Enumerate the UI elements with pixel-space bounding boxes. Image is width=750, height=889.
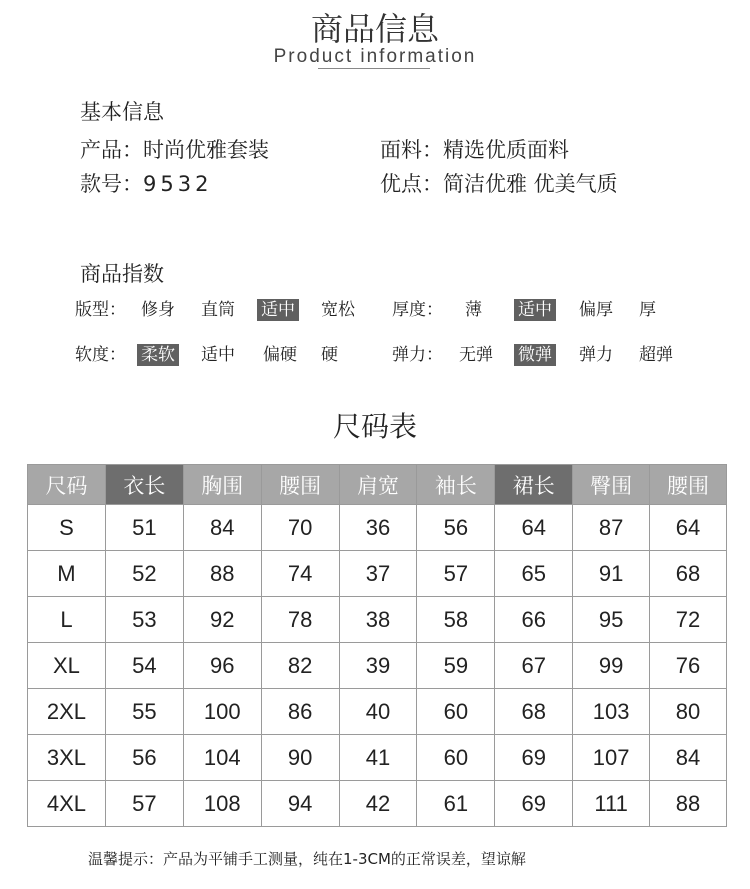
softness-option: 偏硬 [263, 345, 297, 365]
table-row [28, 781, 727, 827]
product-label: 产品： [80, 138, 143, 162]
thickness-option: 适中 [514, 299, 556, 321]
measure-cell: 99 [573, 643, 650, 689]
merit-label: 优点： [380, 172, 443, 196]
measure-cell: 103 [573, 689, 650, 735]
column-header: 肩宽 [339, 465, 417, 505]
elasticity-option: 无弹 [459, 345, 493, 365]
size-table-title: 尺码表 [332, 410, 417, 443]
measure-cell: 66 [495, 597, 573, 643]
size-cell: S [28, 505, 106, 551]
table-row [28, 551, 727, 597]
measure-cell: 94 [261, 781, 339, 827]
title-divider [318, 68, 430, 69]
measure-cell: 59 [417, 643, 495, 689]
size-cell: XL [28, 643, 106, 689]
measure-cell: 60 [417, 689, 495, 735]
measure-cell: 107 [573, 735, 650, 781]
size-table-body [28, 505, 727, 827]
column-header: 腰围 [261, 465, 339, 505]
elasticity-option: 弹力 [579, 345, 613, 365]
softness-option: 柔软 [137, 344, 179, 366]
measure-cell: 69 [495, 781, 573, 827]
index-heading: 商品指数 [80, 262, 164, 286]
measure-cell: 57 [105, 781, 183, 827]
measure-cell: 67 [495, 643, 573, 689]
measure-cell: 95 [573, 597, 650, 643]
column-header: 胸围 [183, 465, 261, 505]
table-row [28, 505, 727, 551]
measure-cell: 40 [339, 689, 417, 735]
size-cell: 3XL [28, 735, 106, 781]
measure-cell: 92 [183, 597, 261, 643]
softness-option: 硬 [321, 345, 338, 365]
measure-cell: 100 [183, 689, 261, 735]
style-no-value: 9532 [143, 172, 213, 196]
size-cell: 4XL [28, 781, 106, 827]
table-row [28, 735, 727, 781]
measure-cell: 60 [417, 735, 495, 781]
measure-cell: 88 [650, 781, 727, 827]
column-header: 裙长 [495, 465, 573, 505]
measure-cell: 64 [650, 505, 727, 551]
size-cell: 2XL [28, 689, 106, 735]
elasticity-option: 微弹 [514, 344, 556, 366]
measure-cell: 36 [339, 505, 417, 551]
measurement-tip: 温馨提示：产品为平铺手工测量，纯在1-3CM的正常误差，望谅解 [88, 850, 526, 868]
fit-option: 直筒 [201, 300, 235, 320]
merit-value: 简洁优雅 优美气质 [443, 172, 618, 196]
measure-cell: 38 [339, 597, 417, 643]
measure-cell: 42 [339, 781, 417, 827]
fabric-label: 面料： [380, 138, 443, 162]
fit-option: 宽松 [321, 300, 355, 320]
page-subtitle: Product information [273, 46, 477, 67]
elasticity-option: 超弹 [639, 345, 673, 365]
measure-cell: 108 [183, 781, 261, 827]
fit-label: 版型： [75, 300, 126, 320]
measure-cell: 78 [261, 597, 339, 643]
measure-cell: 61 [417, 781, 495, 827]
measure-cell: 56 [417, 505, 495, 551]
measure-cell: 64 [495, 505, 573, 551]
fit-option: 修身 [141, 300, 175, 320]
measure-cell: 91 [573, 551, 650, 597]
product-value: 时尚优雅套装 [143, 138, 269, 162]
measure-cell: 52 [105, 551, 183, 597]
size-cell: L [28, 597, 106, 643]
style-no-line [80, 168, 212, 198]
thickness-label: 厚度： [392, 300, 443, 320]
measure-cell: 39 [339, 643, 417, 689]
measure-cell: 65 [495, 551, 573, 597]
column-header: 腰围 [650, 465, 727, 505]
size-cell: M [28, 551, 106, 597]
measure-cell: 41 [339, 735, 417, 781]
basic-info-heading: 基本信息 [80, 100, 164, 124]
measure-cell: 54 [105, 643, 183, 689]
measure-cell: 90 [261, 735, 339, 781]
column-header: 尺码 [28, 465, 106, 505]
measure-cell: 86 [261, 689, 339, 735]
measure-cell: 37 [339, 551, 417, 597]
measure-cell: 53 [105, 597, 183, 643]
page-title: 商品信息 [310, 10, 439, 48]
measure-cell: 56 [105, 735, 183, 781]
measure-cell: 82 [261, 643, 339, 689]
thickness-option: 厚 [639, 300, 656, 320]
elasticity-label: 弹力： [392, 345, 443, 365]
size-table [27, 464, 727, 827]
measure-cell: 76 [650, 643, 727, 689]
column-header: 袖长 [417, 465, 495, 505]
table-row [28, 597, 727, 643]
measure-cell: 104 [183, 735, 261, 781]
table-row [28, 643, 727, 689]
measure-cell: 51 [105, 505, 183, 551]
merit-line [380, 168, 618, 198]
softness-label: 软度： [75, 345, 126, 365]
fit-option: 适中 [257, 299, 299, 321]
measure-cell: 69 [495, 735, 573, 781]
measure-cell: 57 [417, 551, 495, 597]
softness-option: 适中 [201, 345, 235, 365]
measure-cell: 68 [495, 689, 573, 735]
thickness-option: 薄 [465, 300, 482, 320]
product-line [80, 134, 269, 164]
measure-cell: 58 [417, 597, 495, 643]
style-no-label: 款号： [80, 172, 143, 196]
table-row [28, 689, 727, 735]
thickness-option: 偏厚 [579, 300, 613, 320]
measure-cell: 68 [650, 551, 727, 597]
measure-cell: 70 [261, 505, 339, 551]
measure-cell: 55 [105, 689, 183, 735]
fabric-value: 精选优质面料 [443, 138, 569, 162]
measure-cell: 96 [183, 643, 261, 689]
column-header: 臀围 [573, 465, 650, 505]
measure-cell: 84 [650, 735, 727, 781]
measure-cell: 88 [183, 551, 261, 597]
measure-cell: 74 [261, 551, 339, 597]
fabric-line [380, 134, 569, 164]
measure-cell: 87 [573, 505, 650, 551]
measure-cell: 111 [573, 781, 650, 827]
column-header: 衣长 [105, 465, 183, 505]
measure-cell: 72 [650, 597, 727, 643]
size-table-header-row [28, 465, 727, 505]
measure-cell: 84 [183, 505, 261, 551]
measure-cell: 80 [650, 689, 727, 735]
